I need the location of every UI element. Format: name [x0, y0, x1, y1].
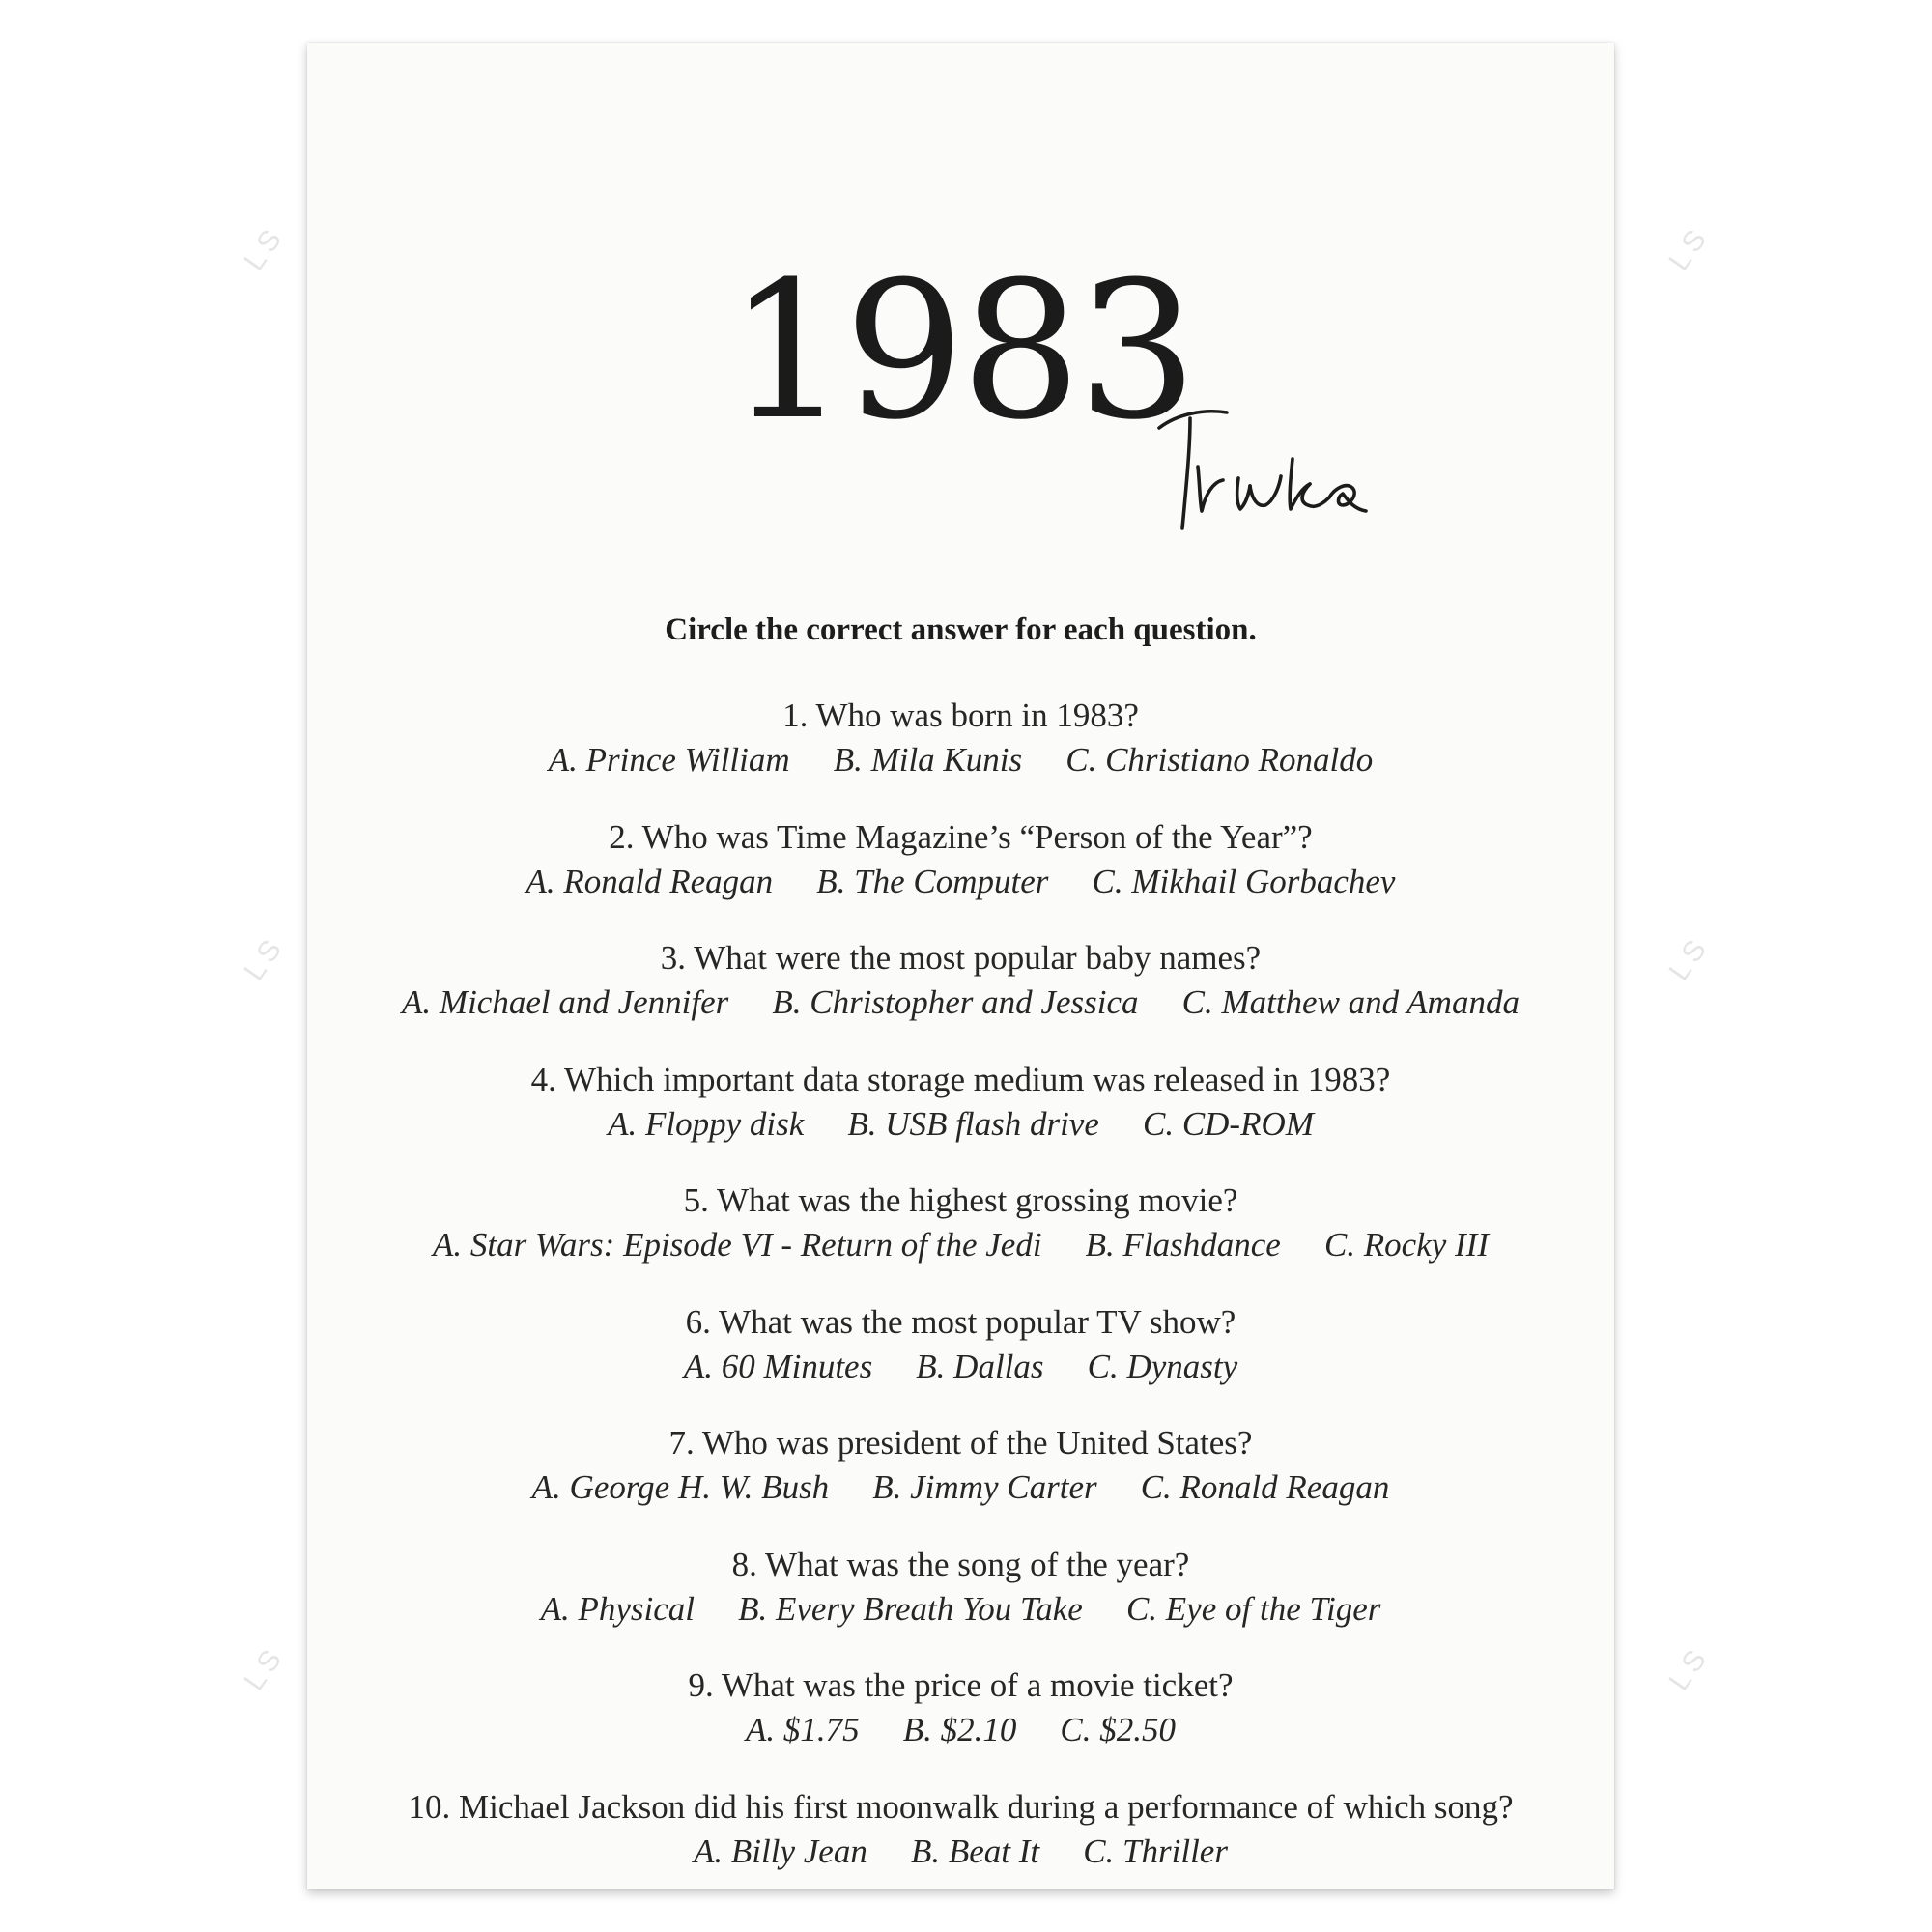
- question-item: [307, 1300, 1614, 1422]
- watermark-logo: LS: [1662, 929, 1717, 987]
- answer-option-c[interactable]: C. Matthew and Amanda: [1181, 983, 1520, 1021]
- answer-option-a[interactable]: A. Floppy disk: [608, 1104, 805, 1143]
- question-text: 1. Who was born in 1983?: [782, 696, 1139, 734]
- question-item: [307, 936, 1614, 1058]
- answer-option-a[interactable]: A. Ronald Reagan: [526, 862, 774, 900]
- answer-options: [307, 860, 1614, 910]
- answer-option-a[interactable]: A. Michael and Jennifer: [402, 983, 729, 1021]
- answer-option-b[interactable]: B. USB flash drive: [847, 1104, 1099, 1143]
- answer-options: [307, 1587, 1614, 1637]
- question-text: 7. Who was president of the United States?: [668, 1424, 1253, 1462]
- answer-option-c[interactable]: C. Eye of the Tiger: [1125, 1589, 1381, 1628]
- answer-option-c[interactable]: C. Dynasty: [1087, 1347, 1238, 1385]
- question-item: [307, 815, 1614, 937]
- answer-options: [307, 1830, 1614, 1880]
- answer-option-b[interactable]: B. Dallas: [916, 1347, 1044, 1385]
- answer-option-a[interactable]: A. Billy Jean: [694, 1832, 867, 1870]
- question-text: 8. What was the song of the year?: [731, 1545, 1190, 1583]
- answer-option-a[interactable]: A. George H. W. Bush: [531, 1468, 830, 1506]
- watermark-logo: LS: [238, 1639, 292, 1697]
- answer-option-b[interactable]: B. $2.10: [902, 1711, 1017, 1748]
- answer-option-c[interactable]: C. Thriller: [1083, 1832, 1228, 1870]
- answer-option-c[interactable]: C. $2.50: [1060, 1711, 1177, 1748]
- answer-option-c[interactable]: C. Christiano Ronaldo: [1065, 741, 1374, 779]
- question-item: [307, 1543, 1614, 1664]
- question-text: 4. Which important data storage medium was released in 1983?: [530, 1060, 1391, 1098]
- question-item: [307, 1179, 1614, 1300]
- question-text: 10. Michael Jackson did his first moonwalk during a performance of which song?: [408, 1787, 1514, 1826]
- question-text: 6. What was the most popular TV show?: [685, 1302, 1236, 1341]
- year-title: 1983: [727, 242, 1194, 462]
- answer-option-a[interactable]: A. Prince William: [548, 741, 790, 779]
- question-item: [307, 1785, 1614, 1907]
- answer-options: [307, 1223, 1614, 1273]
- answer-option-c[interactable]: C. Ronald Reagan: [1140, 1468, 1390, 1506]
- trivia-card: [307, 43, 1614, 1889]
- answer-options: [307, 738, 1614, 788]
- answer-options: [307, 1102, 1614, 1152]
- answer-options: [307, 1708, 1614, 1758]
- question-text: 2. Who was Time Magazine’s “Person of the Year”?: [609, 817, 1313, 856]
- question-text: 9. What was the price of a movie ticket?: [688, 1666, 1234, 1704]
- answer-option-a[interactable]: A. 60 Minutes: [683, 1347, 873, 1385]
- answer-option-a[interactable]: A. Star Wars: Episode VI - Return of the Jedi: [433, 1226, 1042, 1264]
- answer-option-b[interactable]: B. Mila Kunis: [833, 741, 1023, 779]
- answer-option-a[interactable]: A. Physical: [540, 1589, 695, 1628]
- answer-option-b[interactable]: B. Flashdance: [1085, 1226, 1281, 1264]
- question-item: [307, 1421, 1614, 1543]
- answer-options: [307, 1465, 1614, 1516]
- watermark-logo: LS: [238, 219, 292, 277]
- watermark-logo: LS: [1662, 219, 1717, 277]
- answer-option-b[interactable]: B. Beat It: [910, 1832, 1040, 1870]
- answer-option-b[interactable]: B. Jimmy Carter: [872, 1468, 1097, 1506]
- question-item: [307, 694, 1614, 815]
- answer-option-c[interactable]: C. Mikhail Gorbachev: [1092, 862, 1396, 900]
- question-list: [307, 694, 1614, 1906]
- answer-option-b[interactable]: B. Every Breath You Take: [738, 1589, 1083, 1628]
- question-text: 3. What were the most popular baby names?: [660, 939, 1262, 977]
- answer-option-c[interactable]: C. CD-ROM: [1142, 1104, 1314, 1143]
- question-item: [307, 1058, 1614, 1179]
- answer-option-a[interactable]: A. $1.75: [745, 1711, 860, 1748]
- instruction-text: Circle the correct answer for each question.: [665, 612, 1257, 647]
- answer-option-b[interactable]: B. The Computer: [816, 862, 1049, 900]
- answer-option-c[interactable]: C. Rocky III: [1323, 1226, 1489, 1264]
- trivia-script-logo: [1157, 405, 1370, 535]
- watermark-logo: LS: [1662, 1639, 1717, 1697]
- answer-option-b[interactable]: B. Christopher and Jessica: [772, 983, 1139, 1021]
- answer-options: [307, 1345, 1614, 1395]
- answer-options: [307, 980, 1614, 1031]
- watermark-logo: LS: [238, 929, 292, 987]
- question-item: [307, 1663, 1614, 1785]
- question-text: 5. What was the highest grossing movie?: [683, 1181, 1238, 1219]
